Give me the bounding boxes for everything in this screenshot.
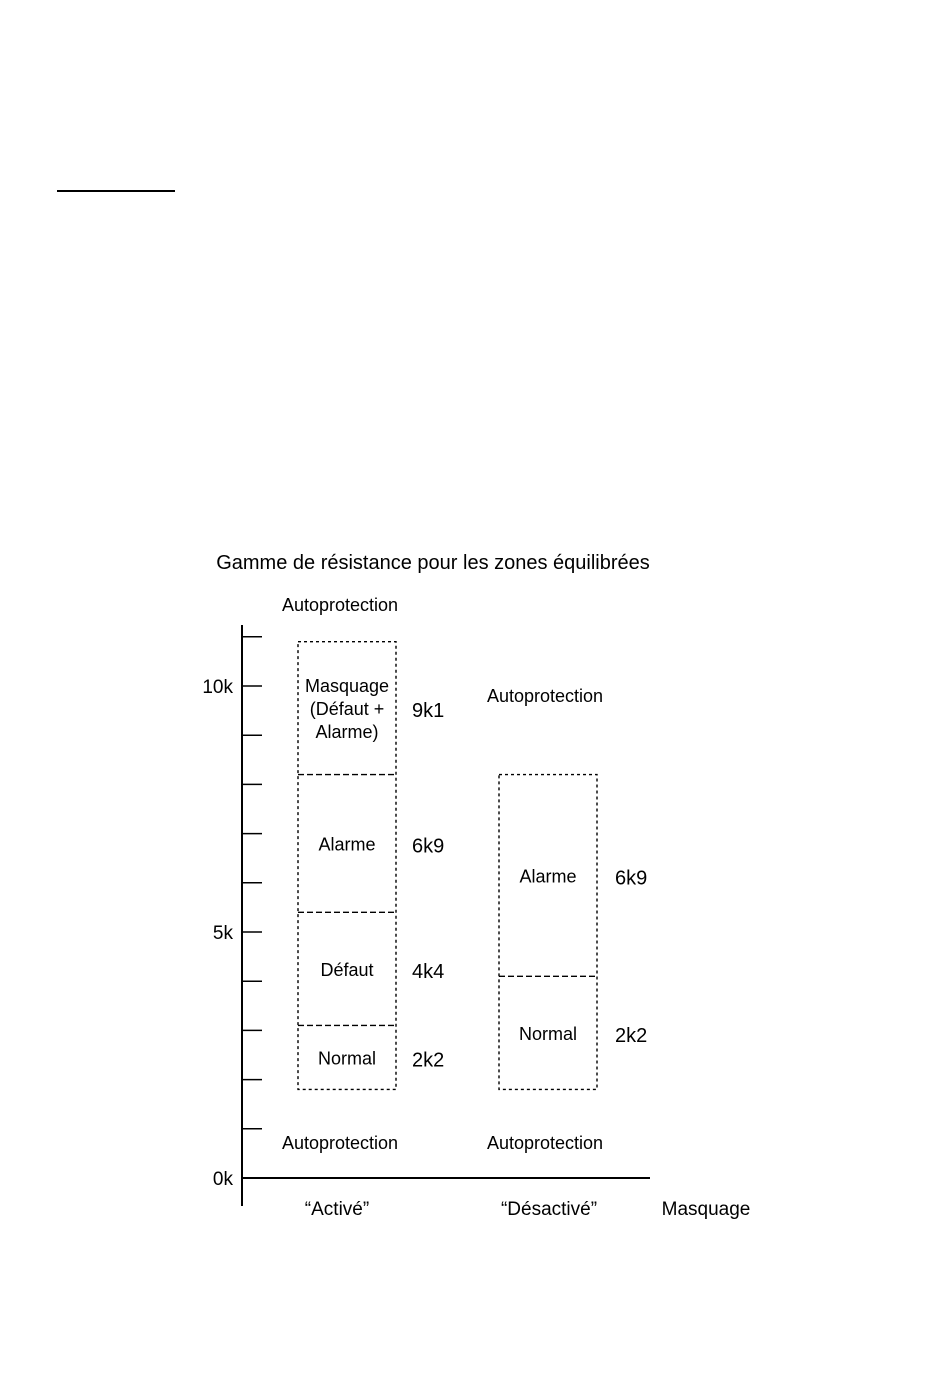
y-tick-label: 0k (212, 1169, 233, 1190)
column-bottom-label: Autoprotection (281, 1133, 399, 1153)
y-tick-label: 10k (202, 677, 233, 698)
zone-label: Alarme) (315, 722, 379, 743)
zone-nominal-value: 4k4 (412, 960, 445, 983)
y-tick-label: 5k (212, 923, 233, 944)
zone-label: Défaut (320, 959, 374, 980)
column-top-label: Autoprotection (486, 686, 604, 706)
zone-label: Alarme (318, 834, 376, 855)
zone-nominal-value: 2k2 (412, 1049, 445, 1072)
column-category-label: “Désactivé” (500, 1199, 598, 1220)
zone-nominal-value: 6k9 (615, 867, 648, 890)
zone-label: (Défaut + (309, 699, 385, 720)
zone-nominal-value: 6k9 (412, 835, 445, 858)
zone-label: Alarme (519, 866, 577, 887)
column-category-label: “Activé” (304, 1199, 370, 1220)
zone-nominal-value: 9k1 (412, 700, 445, 723)
column-top-label: Autoprotection (281, 595, 399, 615)
column-bottom-label: Autoprotection (486, 1133, 604, 1153)
chart-body (202, 595, 650, 1220)
zone-label: Normal (518, 1023, 578, 1044)
zone-label: Masquage (304, 676, 390, 697)
x-axis-label: Masquage (661, 1199, 751, 1220)
zone-nominal-value: 2k2 (615, 1024, 648, 1047)
diagram-title: Gamme de résistance pour les zones équilibrées (216, 552, 650, 574)
zone-label: Normal (317, 1048, 377, 1069)
